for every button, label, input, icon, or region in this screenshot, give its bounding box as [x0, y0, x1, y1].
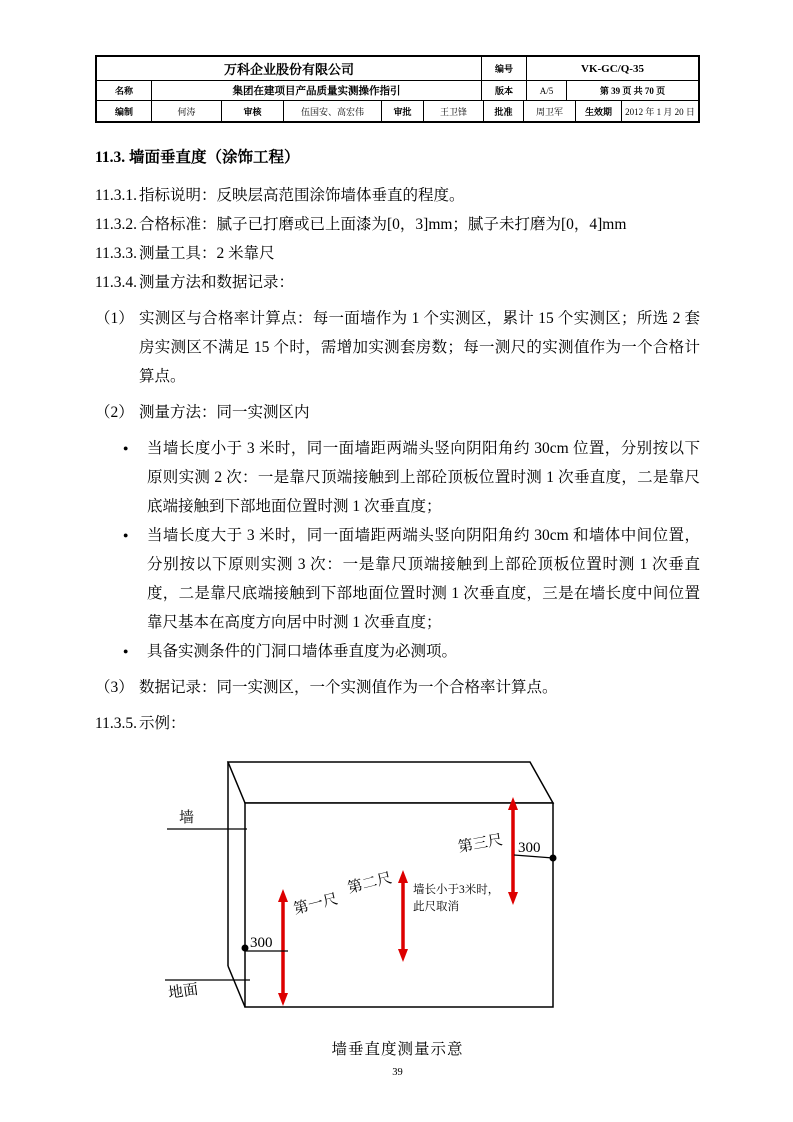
diagram-note-line1: 墙长小于3米时， [413, 884, 500, 896]
prepared-label: 编制 [97, 101, 152, 121]
approver-label: 批准 [484, 101, 524, 121]
doc-no-value: VK-GC/Q-35 [581, 62, 644, 75]
measurement-diagram [95, 752, 700, 1059]
bullet-icon: ● [123, 646, 129, 656]
version-value: A/5 [527, 81, 567, 100]
reviewer-label: 审核 [222, 101, 284, 121]
wall-label: 墙 [179, 810, 195, 826]
checker-value: 王卫锋 [424, 101, 484, 121]
subsection-11-3-4 [95, 268, 700, 297]
ruler3-label: 第三尺 [456, 832, 505, 856]
item-number: （1） [95, 310, 134, 327]
subsection-number: 11.3.3. [95, 245, 138, 262]
numbered-item-3 [95, 673, 700, 702]
company-name: 万科企业股份有限公司 [97, 57, 482, 80]
item-text: 测量方法：同一实测区内 [139, 404, 310, 421]
wall-diagram-svg [95, 752, 700, 1024]
subsection-11-3-5 [95, 709, 700, 738]
subsection-text: 测量方法和数据记录： [139, 274, 295, 291]
bullet-item-1 [95, 434, 700, 521]
subsection-text: 测量工具：2 米靠尺 [139, 245, 275, 262]
effective-date: 2012 年 1 月 20 日 [625, 106, 695, 117]
bullet-icon: ● [123, 530, 129, 540]
bullet-text: 当墙长度小于 3 米时，同一面墙距两端头竖向阴阳角约 30cm 位置，分别按以下原则实测 2 次：一是靠尺顶端接触到上部砼顶板位置时测 1 次垂直度，二是靠尺底端接触到下部地面位置时测 1 次垂直度； [147, 440, 700, 515]
checker-label: 审批 [382, 101, 424, 121]
subsection-number: 11.3.1. [95, 187, 138, 204]
page-number: 39 [392, 1067, 403, 1078]
approver-value: 周卫军 [524, 101, 576, 121]
bullet-text: 当墙长度大于 3 米时，同一面墙距两端头竖向阴阳角约 30cm 和墙体中间位置，分别按以下原则实测 3 次：一是靠尺顶端接触到上部砼顶板位置时测 1 次垂直度，二是靠尺底端接触到下部地面位置时测 1 次垂直度，三是在墙长度中间位置靠尺基本在高度方向居中时测 1 次垂直度； [147, 527, 700, 631]
dim-left-label: 300 [250, 935, 273, 951]
reviewer-value: 伍国安、高宏伟 [284, 101, 382, 121]
prepared-by: 何涛 [152, 101, 222, 121]
document-content [95, 55, 700, 1078]
subsection-text: 合格标准：腻子已打磨或已上面漆为[0，3]mm；腻子未打磨为[0，4]mm [139, 216, 627, 233]
subsection-11-3-3 [95, 239, 700, 268]
subsection-text: 指标说明：反映层高范围涂饰墙体垂直的程度。 [139, 187, 465, 204]
document-body [95, 147, 700, 738]
item-text: 实测区与合格率计算点：每一面墙作为 1 个实测区，累计 15 个实测区；所选 2 套房实测区不满足 15 个时，需增加实测套房数；每一测尺的实测值作为一个合格计算点。 [139, 310, 700, 385]
header-row-3 [97, 101, 698, 121]
subsection-11-3-1 [95, 181, 700, 210]
effective-label: 生效期 [576, 101, 622, 121]
numbered-item-1 [95, 304, 700, 391]
doc-no-label: 编号 [482, 57, 527, 80]
document-header-table [95, 55, 700, 123]
page-info: 第 39 页 共 70 页 [599, 86, 666, 96]
doc-name-label: 名称 [97, 81, 152, 100]
version-label: 版本 [482, 81, 527, 100]
ground-label: 地面 [167, 981, 200, 1002]
doc-name-value: 集团在建项目产品质量实测操作指引 [152, 81, 482, 100]
item-text: 数据记录：同一实测区，一个实测值作为一个合格率计算点。 [139, 679, 558, 696]
header-row-2 [97, 81, 698, 101]
item-number: （2） [95, 404, 134, 421]
subsection-11-3-2 [95, 210, 700, 239]
subsection-number: 11.3.4. [95, 274, 138, 291]
numbered-item-2 [95, 398, 700, 427]
subsection-number: 11.3.5. [95, 715, 138, 732]
bullet-text: 具备实测条件的门洞口墙体垂直度为必测项。 [147, 643, 458, 660]
dim-right-label: 300 [518, 840, 541, 856]
subsection-text: 示例： [139, 715, 186, 732]
subsection-number: 11.3.2. [95, 216, 138, 233]
item-number: （3） [95, 679, 134, 696]
bullet-icon: ● [123, 443, 129, 453]
diagram-note-line2: 此尺取消 [413, 901, 459, 913]
ruler1-label: 第一尺 [292, 891, 340, 918]
ruler2-label: 第二尺 [346, 870, 394, 897]
bullet-item-3 [95, 637, 700, 666]
bullet-item-2 [95, 521, 700, 637]
diagram-caption: 墙垂直度测量示意 [331, 1041, 464, 1058]
header-row-1 [97, 57, 698, 81]
section-title: 11.3. 墙面垂直度（涂饰工程） [95, 149, 300, 166]
